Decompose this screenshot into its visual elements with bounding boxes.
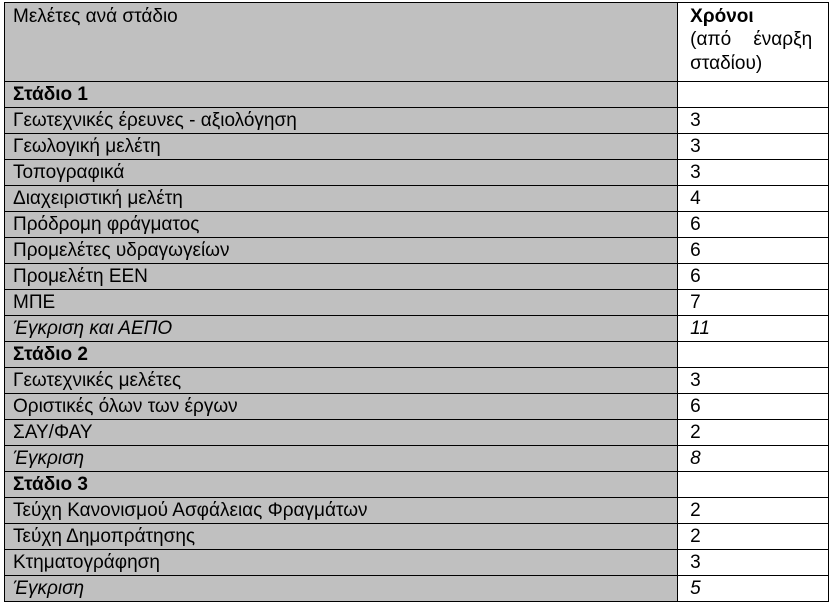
stage-header-row (5, 472, 829, 498)
table-row (5, 394, 829, 420)
years-value-cell: 8 (678, 446, 829, 472)
study-name-cell: Κτηματογράφηση (5, 550, 678, 576)
stage-header-row (5, 342, 829, 368)
table-row (5, 238, 829, 264)
years-value-cell: 6 (678, 212, 829, 238)
table-header-row (5, 3, 829, 82)
study-name-cell: Γεωλογική μελέτη (5, 134, 678, 160)
study-name-cell: Γεωτεχνικές μελέτες (5, 368, 678, 394)
years-value-cell: 3 (678, 134, 829, 160)
approval-row (5, 576, 829, 602)
study-name-cell: Πρόδρομη φράγματος (5, 212, 678, 238)
years-value-cell (678, 472, 829, 498)
study-name-cell: Έγκριση και ΑΕΠΟ (5, 316, 678, 342)
years-value-cell: 2 (678, 420, 829, 446)
years-value-cell: 3 (678, 368, 829, 394)
study-name-cell: Έγκριση (5, 576, 678, 602)
years-value-cell: 2 (678, 524, 829, 550)
study-name-cell: Προμελέτη ΕΕΝ (5, 264, 678, 290)
years-value-cell: 2 (678, 498, 829, 524)
study-name-cell: Τεύχη Κανονισμού Ασφάλειας Φραγμάτων (5, 498, 678, 524)
years-value-cell: 3 (678, 160, 829, 186)
study-name-cell: ΣΑΥ/ΦΑΥ (5, 420, 678, 446)
years-value-cell: 3 (678, 550, 829, 576)
table-row (5, 550, 829, 576)
table-row (5, 212, 829, 238)
stage-header-row (5, 82, 829, 108)
study-name-cell: Γεωτεχνικές έρευνες - αξιολόγηση (5, 108, 678, 134)
table-row (5, 108, 829, 134)
study-name-cell: Οριστικές όλων των έργων (5, 394, 678, 420)
study-name-cell: ΜΠΕ (5, 290, 678, 316)
stage-label: Στάδιο 1 (5, 82, 678, 108)
table-row (5, 498, 829, 524)
studies-column-header: Μελέτες ανά στάδιο (5, 3, 678, 82)
approval-row (5, 446, 829, 472)
years-value-cell: 5 (678, 576, 829, 602)
years-column-header (678, 3, 829, 82)
approval-row (5, 316, 829, 342)
years-value-cell: 11 (678, 316, 829, 342)
years-value-cell: 3 (678, 108, 829, 134)
study-name-cell: Τοπογραφικά (5, 160, 678, 186)
table-row (5, 186, 829, 212)
stage-label: Στάδιο 3 (5, 472, 678, 498)
study-name-cell: Διαχειριστική μελέτη (5, 186, 678, 212)
table-row (5, 134, 829, 160)
table-row (5, 264, 829, 290)
years-value-cell: 7 (678, 290, 829, 316)
years-value-cell: 6 (678, 264, 829, 290)
table-row (5, 160, 829, 186)
studies-timeline-table (4, 2, 829, 602)
study-name-cell: Τεύχη Δημοπράτησης (5, 524, 678, 550)
years-header-title: Χρόνοι (690, 6, 754, 27)
years-value-cell: 4 (678, 186, 829, 212)
stage-label: Στάδιο 2 (5, 342, 678, 368)
years-value-cell: 6 (678, 394, 829, 420)
table-row (5, 524, 829, 550)
years-value-cell: 6 (678, 238, 829, 264)
study-name-cell: Προμελέτες υδραγωγείων (5, 238, 678, 264)
years-value-cell (678, 82, 829, 108)
years-value-cell (678, 342, 829, 368)
table-row (5, 368, 829, 394)
years-header-subtitle: (από έναρξη σταδίου) (690, 29, 813, 74)
table-row (5, 420, 829, 446)
table-row (5, 290, 829, 316)
study-name-cell: Έγκριση (5, 446, 678, 472)
